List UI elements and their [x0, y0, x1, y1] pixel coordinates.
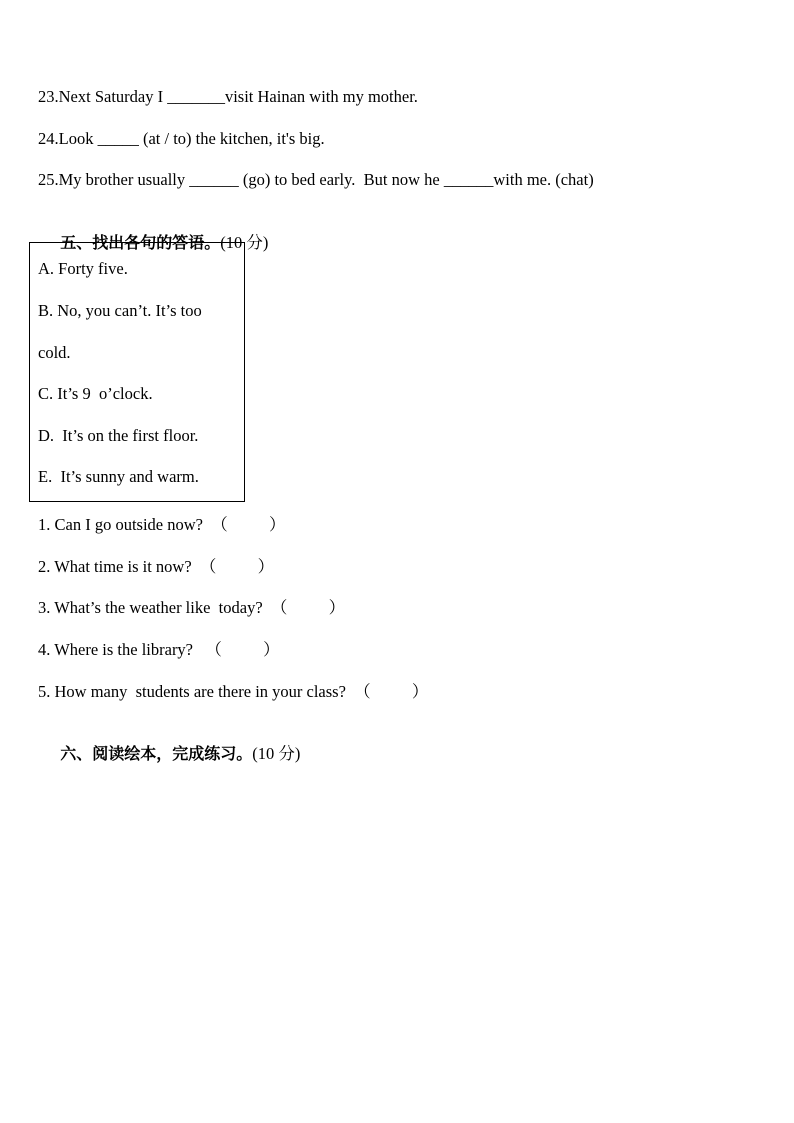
section-5-title: 五、找出各句的答语。: [60, 233, 221, 252]
option-e: E. It’s sunny and warm.: [38, 467, 199, 486]
question-23: 23.Next Saturday I _______visit Hainan with my mother.: [38, 87, 418, 106]
answer-options-box: [29, 242, 245, 502]
option-b-continued: cold.: [38, 343, 71, 362]
match-question-2: 2. What time is it now? （ ）: [38, 557, 275, 576]
match-question-5: 5. How many students are there in your class? （ ）: [38, 682, 429, 701]
match-question-4: 4. Where is the library? （ ）: [38, 640, 280, 659]
question-25: 25.My brother usually ______ (go) to bed early. But now he ______with me. (chat): [38, 170, 594, 189]
option-c: C. It’s 9 o’clock.: [38, 384, 153, 403]
question-24: 24.Look _____ (at / to) the kitchen, it's big.: [38, 129, 325, 148]
section-6-heading: [38, 721, 300, 787]
section-5-score: (10 分): [220, 233, 269, 252]
section-6-title: 六、阅读绘本，完成练习。: [60, 744, 253, 763]
option-a: A. Forty five.: [38, 259, 128, 278]
match-question-3: 3. What’s the weather like today? （ ）: [38, 598, 346, 617]
section-6-score: (10 分): [252, 744, 301, 763]
match-question-1: 1. Can I go outside now? （ ）: [38, 515, 286, 534]
option-d: D. It’s on the first floor.: [38, 426, 199, 445]
option-b: B. No, you can’t. It’s too: [38, 301, 202, 320]
